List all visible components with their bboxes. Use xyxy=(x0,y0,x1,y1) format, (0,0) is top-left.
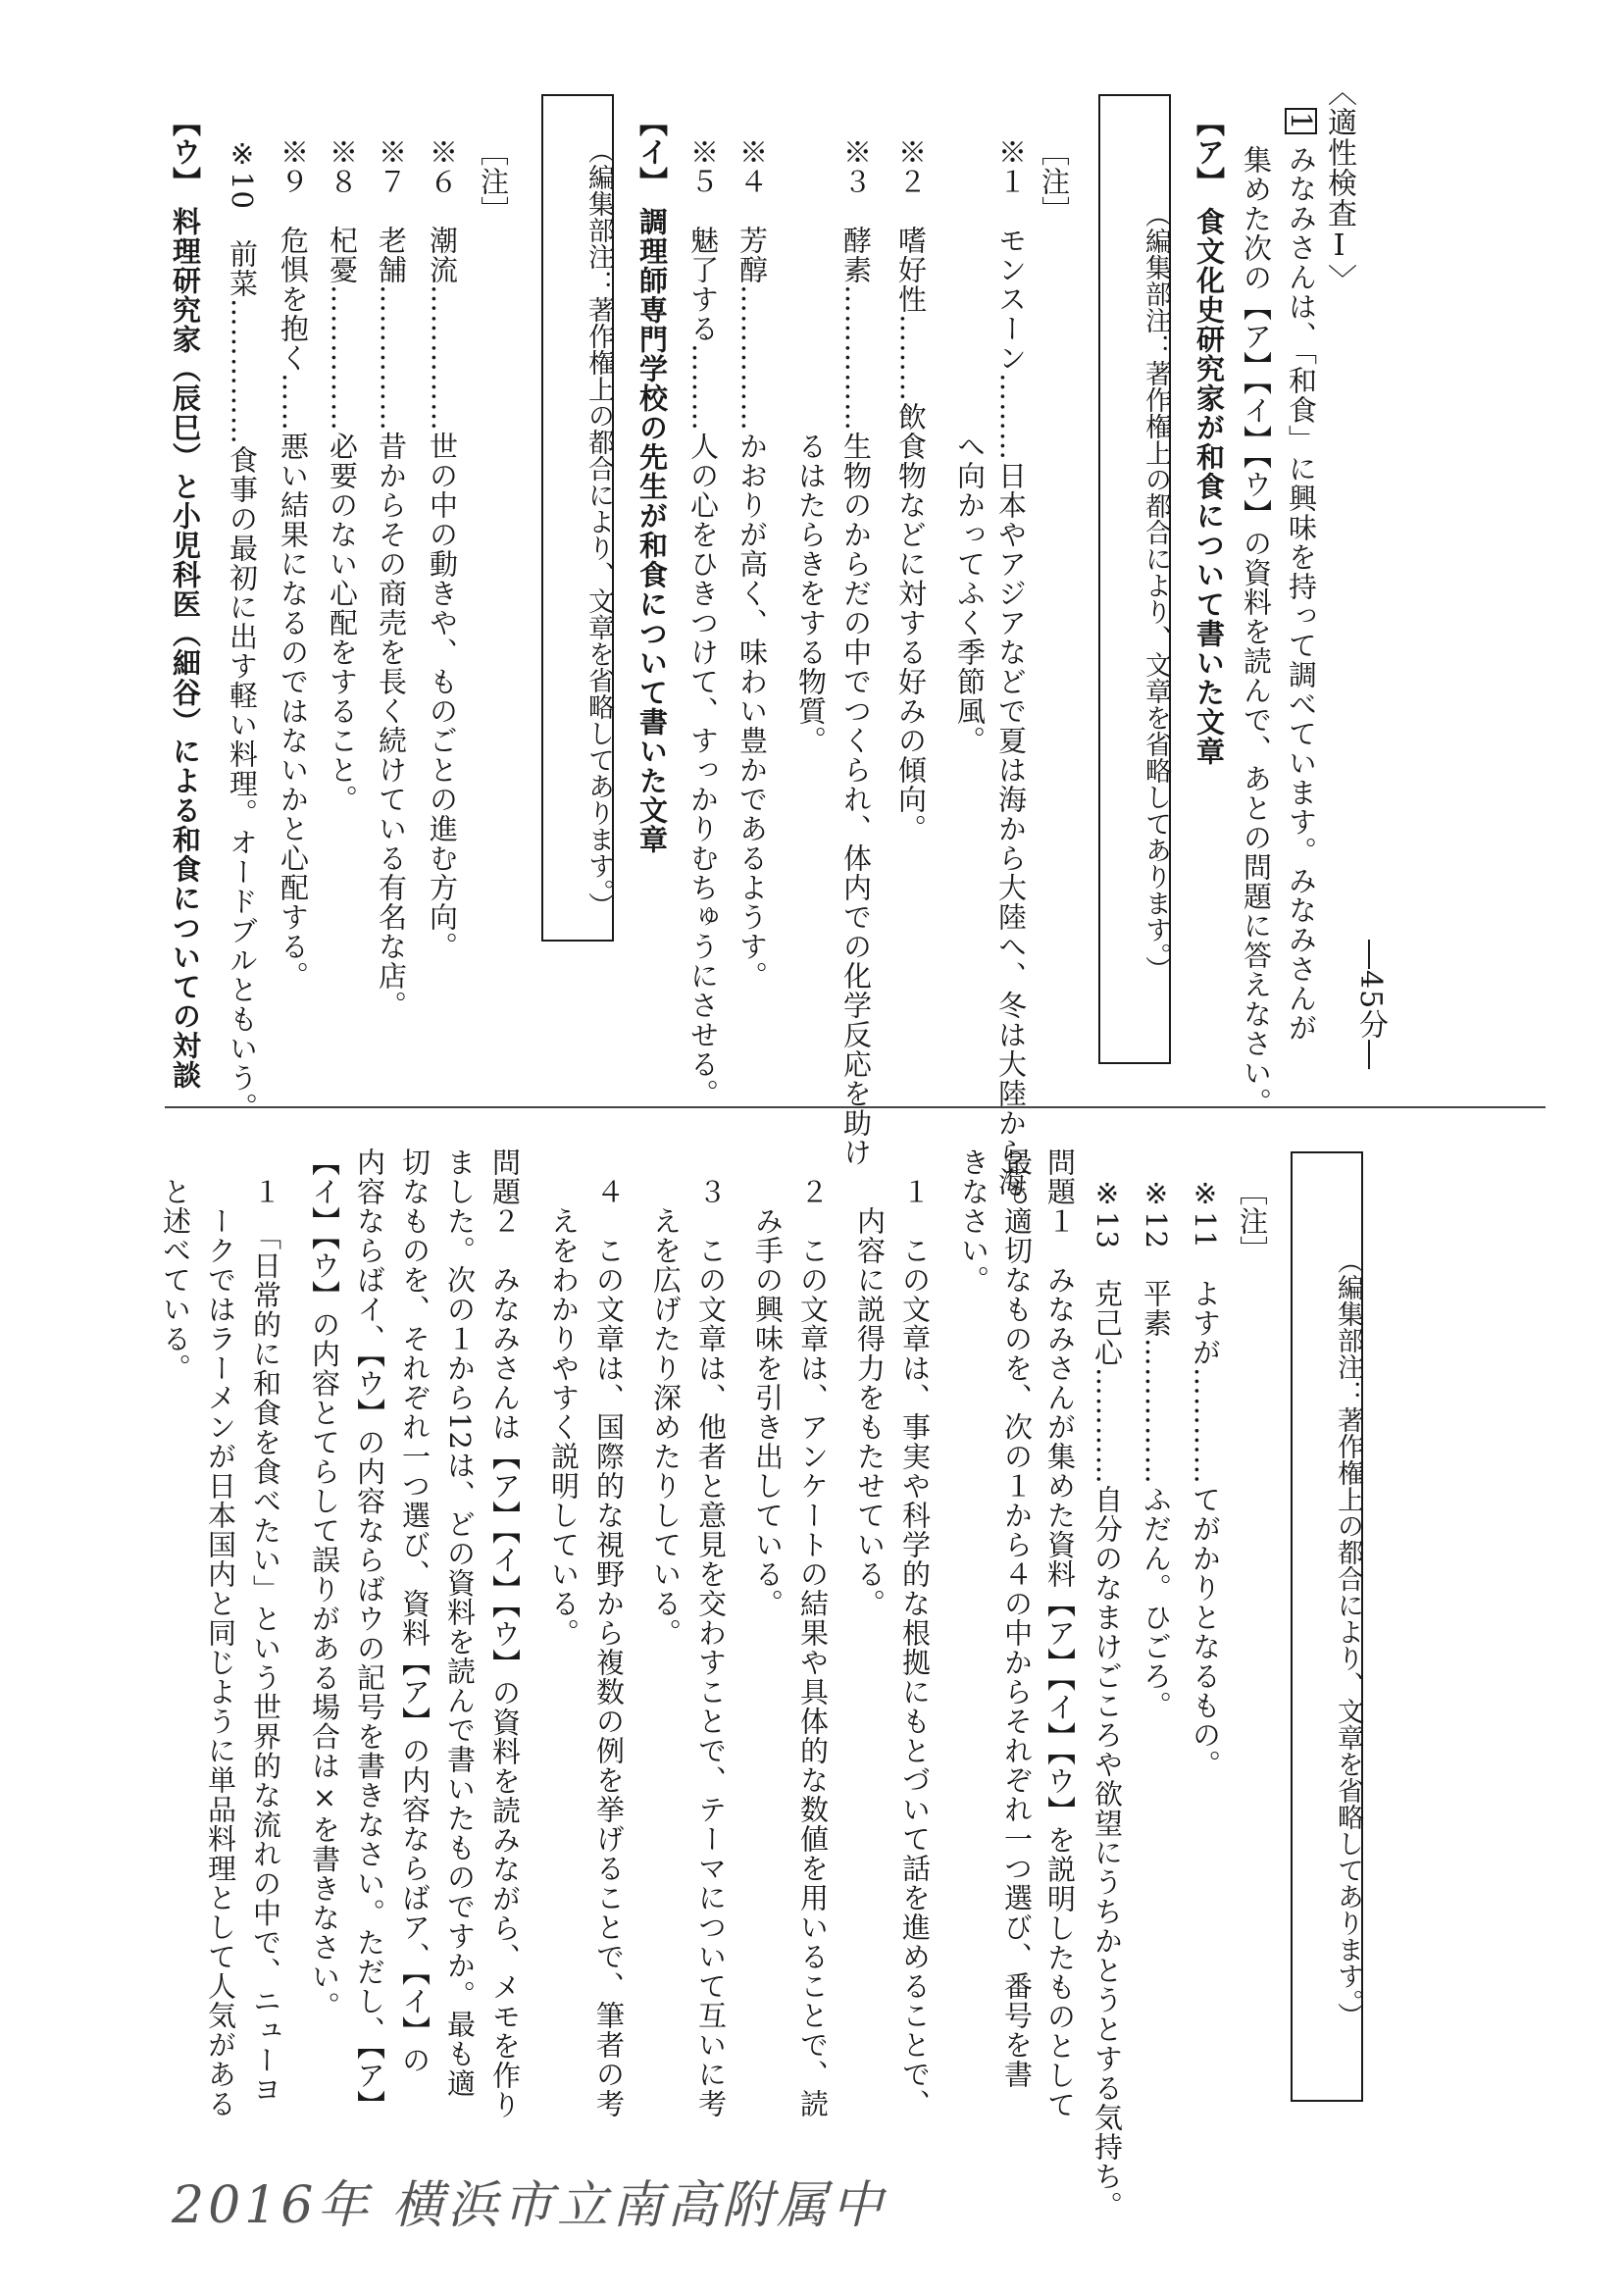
intro-line-2: 集めた次の【ア】【イ】【ウ】の資料を読んで、あとの問題に答えなさい。 xyxy=(1240,145,1273,1117)
copyright-box-3 xyxy=(1291,1151,1363,2102)
notes-i-label: ［注］ xyxy=(477,137,510,226)
option-2b: み手の興味を引き出している。 xyxy=(751,1206,785,1618)
note-8: ※８ 杞憂……………必要のない心配をすること。 xyxy=(326,137,359,814)
note-6: ※６ 潮流……………世の中の動きや、ものごとの進む方向。 xyxy=(426,137,459,961)
page-divider xyxy=(165,1106,1546,1108)
memo-1b: ークではラーメンが日本国内と同じように単品料理として人気がある xyxy=(204,1206,237,2118)
copyright-notice-1: （編集部注：著作権上の都合により、文章を省略してあります。） xyxy=(1141,201,1171,983)
section-u-title: 【ウ】 料理研究家（辰巳）と小児科医（細谷）による和食についての対談 xyxy=(169,108,202,1091)
memo-1c: と述べている。 xyxy=(159,1177,192,1383)
option-3a: ３ この文章は、他者と意見を交わすことで、テーマについて互いに考 xyxy=(694,1177,728,2118)
copyright-box-2 xyxy=(541,94,614,942)
option-3b: えを広げたり深めたりしている。 xyxy=(649,1206,683,1648)
note-4: ※４ 芳醇……………かおりが高く、味わい豊かであるようす。 xyxy=(736,137,769,991)
option-2a: ２ この文章は、アンケートの結果や具体的な数値を用いることで、読 xyxy=(796,1177,830,2118)
note-5: ※５ 魅了する………人の心をひきつけて、すっかりむちゅうにさせる。 xyxy=(686,137,720,1108)
handwritten-note: 2016年 横浜市立南高附属中 xyxy=(172,2176,887,2235)
intro-line-1: 1みなみさんは、「和食」に興味を持って調べています。みなみさんが xyxy=(1285,108,1317,1043)
note-1a: ※１ モンスーン………日本やアジアなどで夏は海から大陸へ、冬は大陸から海 xyxy=(994,137,1028,1197)
copyright-box-1 xyxy=(1098,94,1171,1064)
question-1-line-2: 最も適切なものを、次の１から４の中からそれぞれ一つ選び、番号を書 xyxy=(1000,1147,1034,2089)
note-10: ※10 前菜……………食事の最初に出す軽い料理。オードブルともいう。 xyxy=(226,137,259,1122)
option-4a: ４ この文章は、国際的な視野から複数の例を挙げることで、筆者の考 xyxy=(592,1177,626,2118)
note-7: ※７ 老舗……………昔からその商売を長く続けている有名な店。 xyxy=(375,137,408,1020)
time-label: ―45分― xyxy=(1353,940,1388,1071)
option-1a: １ この文章は、事実や科学的な根拠にもとづいて話を進めることで、 xyxy=(898,1177,932,2118)
note-3b: るはたらきをする物質。 xyxy=(794,432,828,755)
exam-label: 〈適性検査Ⅰ〉 xyxy=(1322,76,1356,294)
note-11: ※11 よすが…………てがかりとなるもの。 xyxy=(1189,1177,1222,1779)
section-i-title: 【イ】 調理師専門学校の先生が和食について書いた文章 xyxy=(635,108,669,855)
question-2-line-5: 【イ】【ウ】の内容とてらして誤りがある場合は×を書きなさい。 xyxy=(308,1147,341,2021)
problem-number: 1 xyxy=(1285,108,1317,134)
option-4b: えをわかりやすく説明している。 xyxy=(547,1206,581,1648)
note-12: ※12 平素……………ふだん。ひごろ。 xyxy=(1140,1177,1173,1720)
question-2-line-3: 切なものを、それぞれ一つ選び、資料【ア】の内容ならばア、【イ】の xyxy=(398,1147,431,2075)
section-a-title: 【ア】 食文化史研究家が和食について書いた文章 xyxy=(1193,108,1226,767)
note-1b: へ向かってふく季節風。 xyxy=(953,432,987,755)
notes-u-label: ［注］ xyxy=(1236,1177,1269,1265)
question-1-line-3: きなさい。 xyxy=(957,1147,990,1295)
question-2-line-2: ました。次の１から12は、どの資料を読んで書いたものですか。最も適 xyxy=(443,1147,477,2098)
notes-a-label: ［注］ xyxy=(1038,137,1071,226)
copyright-notice-2: （編集部注：著作権上の都合により、文章を省略してあります。） xyxy=(584,136,614,919)
note-2: ※２ 嗜好性………飲食物などに対する好みの傾向。 xyxy=(894,137,928,843)
question-2-line-1: 問題２ みなみさんは【ア】【イ】【ウ】の資料を読みながら、メモを作り xyxy=(488,1147,522,2119)
note-9: ※９ 危惧を抱く……悪い結果になるのではないかと心配する。 xyxy=(277,137,310,991)
memo-1a: １ 「日常的に和食を食べたい」という世界的な流れの中で、ニューヨ xyxy=(249,1177,282,2105)
note-3a: ※３ 酵素……………生物のからだの中でつくられ、体内での化学反応を助け xyxy=(839,137,873,1167)
copyright-notice-3: （編集部注：著作権上の都合により、文章を省略してあります。） xyxy=(1333,1248,1363,2029)
question-1-line-1: 問題１ みなみさんが集めた資料【ア】【イ】【ウ】を説明したものとして xyxy=(1043,1147,1077,2119)
note-13: ※13 克己心…………自分のなまけごころや欲望にうちかとうとする気持ち。 xyxy=(1091,1177,1124,2220)
option-1b: 内容に説得力をもたせている。 xyxy=(853,1206,887,1618)
question-2-line-4: 内容ならばイ、【ウ】の内容ならばウの記号を書きなさい。ただし、【ア】 xyxy=(353,1147,386,2119)
